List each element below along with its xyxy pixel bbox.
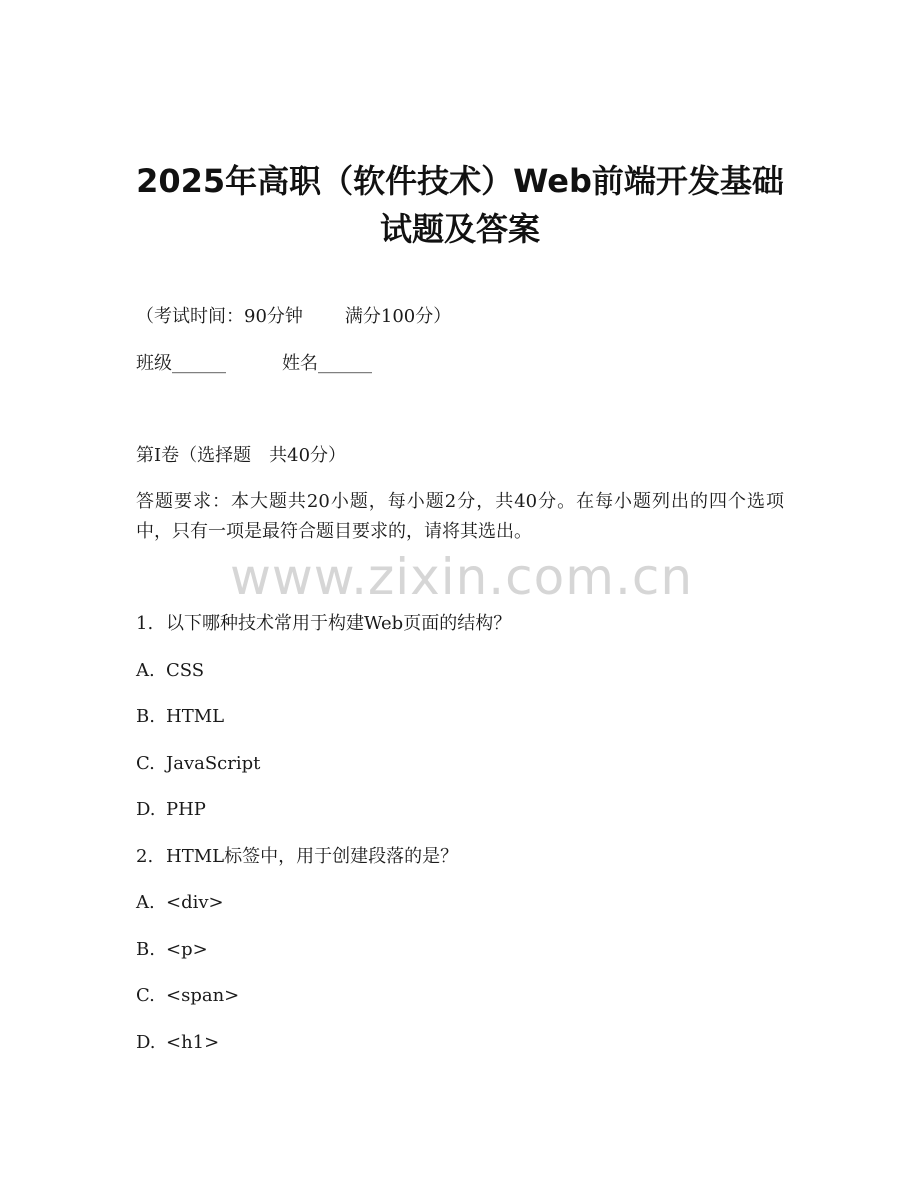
student-fields <box>136 349 372 375</box>
section-title <box>136 441 346 467</box>
option-text: JavaScript <box>166 752 261 774</box>
option-text: <h1> <box>166 1031 220 1053</box>
option-key: D. <box>136 799 156 820</box>
question-number: 1. <box>136 613 154 634</box>
question-2 <box>136 845 786 892</box>
option-2a <box>136 891 786 938</box>
section-score: 共40分） <box>269 445 347 466</box>
option-1b <box>136 705 786 752</box>
option-key: D. <box>136 1031 156 1053</box>
question-1 <box>136 612 786 659</box>
name-field: 姓名______ <box>282 353 372 374</box>
option-1a <box>136 659 786 706</box>
exam-time: （考试时间：90分钟 <box>136 306 303 327</box>
option-key: C. <box>136 752 155 774</box>
section-title-part: 第I卷（选择题 <box>136 445 252 466</box>
instructions: 答题要求：本大题共20小题，每小题2分，共40分。在每小题列出的四个选项中，只有一项是最符合题目要求的，请将其选出。 <box>136 491 784 542</box>
option-key: B. <box>136 938 155 960</box>
option-text: <div> <box>166 892 224 913</box>
option-text: <p> <box>166 938 208 960</box>
question-text: 以下哪种技术常用于构建Web页面的结构？ <box>166 613 512 634</box>
option-text: PHP <box>166 799 206 820</box>
option-key: A. <box>136 892 155 913</box>
option-2d <box>136 1031 786 1078</box>
watermark: www.zixin.com.cn <box>230 548 694 606</box>
option-text: <span> <box>166 985 240 1006</box>
question-list <box>136 612 786 1077</box>
option-key: A. <box>136 659 155 681</box>
option-2b <box>136 938 786 985</box>
class-field: 班级______ <box>136 353 226 374</box>
option-1c <box>136 752 786 799</box>
document-title: 2025年高职（软件技术）Web前端开发基础 <box>136 162 784 200</box>
option-key: C. <box>136 985 155 1006</box>
question-text: HTML标签中，用于创建段落的是？ <box>166 845 459 867</box>
exam-info <box>136 302 451 328</box>
option-1d <box>136 798 786 845</box>
document-subtitle: 试题及答案 <box>379 210 540 248</box>
option-text: CSS <box>166 659 205 681</box>
option-2c <box>136 984 786 1031</box>
full-score: 满分100分） <box>344 306 452 327</box>
option-text: HTML <box>166 706 225 727</box>
question-number: 2. <box>136 845 154 867</box>
option-key: B. <box>136 706 155 727</box>
